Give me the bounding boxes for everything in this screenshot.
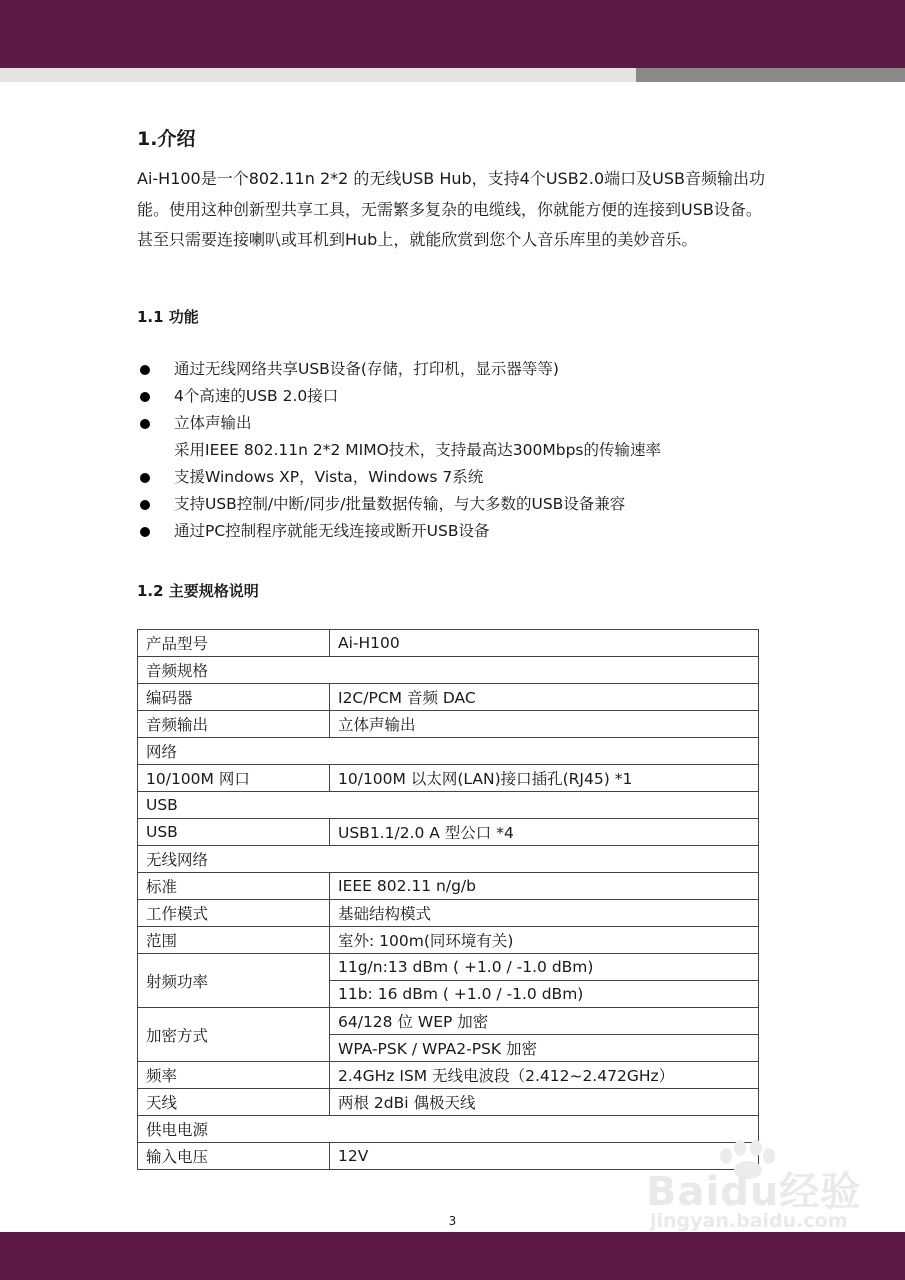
table-row bbox=[138, 711, 759, 738]
spec-value: 2.4GHz ISM 无线电波段（2.412~2.472GHz） bbox=[330, 1062, 759, 1089]
table-row bbox=[138, 1008, 759, 1035]
spec-label: 射频功率 bbox=[138, 954, 330, 1008]
spec-label: 工作模式 bbox=[138, 900, 330, 927]
spec-heading: 1.2 主要规格说明 bbox=[137, 582, 259, 600]
page-number: 3 bbox=[448, 1214, 457, 1228]
spec-section: 音频规格 bbox=[138, 657, 759, 684]
spec-label: 产品型号 bbox=[138, 630, 330, 657]
spec-label: 频率 bbox=[138, 1062, 330, 1089]
spec-value: 两根 2dBi 偶极天线 bbox=[330, 1089, 759, 1116]
watermark-logo: Baidu经验 bbox=[646, 1169, 862, 1215]
spec-label: USB bbox=[138, 819, 330, 846]
list-item: 通过PC控制程序就能无线连接或断开USB设备 bbox=[137, 518, 777, 545]
header-band bbox=[0, 0, 905, 68]
spec-section: 供电电源 bbox=[138, 1116, 759, 1143]
spec-value: I2C/PCM 音频 DAC bbox=[330, 684, 759, 711]
list-item: 支持USB控制/中断/同步/批量数据传输，与大多数的USB设备兼容 bbox=[137, 491, 777, 518]
table-row bbox=[138, 1062, 759, 1089]
spec-label: 天线 bbox=[138, 1089, 330, 1116]
list-item: 采用IEEE 802.11n 2*2 MIMO技术，支持最高达300Mbps的传输速率 bbox=[174, 441, 661, 459]
spec-value: 10/100M 以太网(LAN)接口插孔(RJ45) *1 bbox=[330, 765, 759, 792]
section-heading-intro: 1.介绍 bbox=[137, 128, 196, 150]
spec-value: 64/128 位 WEP 加密 bbox=[330, 1008, 759, 1035]
spec-label: 加密方式 bbox=[138, 1008, 330, 1062]
table-row bbox=[138, 846, 759, 873]
spec-table bbox=[137, 629, 759, 1170]
table-row bbox=[138, 1116, 759, 1143]
table-row bbox=[138, 765, 759, 792]
spec-value: 室外: 100m(同环境有关) bbox=[330, 927, 759, 954]
spec-value: WPA-PSK / WPA2-PSK 加密 bbox=[330, 1035, 759, 1062]
list-item: 通过无线网络共享USB设备(存储，打印机，显示器等等) bbox=[137, 356, 777, 383]
spec-section: 无线网络 bbox=[138, 846, 759, 873]
intro-paragraph: Ai-H100是一个802.11n 2*2 的无线USB Hub，支持4个USB2.0端口及USB音频输出功能。使用这种创新型共享工具，无需繁多复杂的电缆线，你就能方便的连接到USB设备。甚至只需要连接喇叭或耳机到Hub上，就能欣赏到您个人音乐库里的美妙音乐。 bbox=[137, 169, 765, 249]
table-row bbox=[138, 630, 759, 657]
table-row bbox=[138, 927, 759, 954]
list-item: 支援Windows XP，Vista，Windows 7系统 bbox=[137, 464, 777, 491]
spec-value: IEEE 802.11 n/g/b bbox=[330, 873, 759, 900]
spec-label: 音频输出 bbox=[138, 711, 330, 738]
table-row bbox=[138, 819, 759, 846]
list-item: 立体声输出 bbox=[137, 410, 777, 437]
features-list bbox=[137, 356, 777, 545]
spec-section: USB bbox=[138, 792, 759, 819]
table-row bbox=[138, 738, 759, 765]
spec-value: 12V bbox=[330, 1143, 759, 1170]
table-row bbox=[138, 684, 759, 711]
footer-band bbox=[0, 1232, 905, 1280]
spec-value: Ai-H100 bbox=[330, 630, 759, 657]
spec-label: 10/100M 网口 bbox=[138, 765, 330, 792]
features-heading: 1.1 功能 bbox=[137, 308, 199, 326]
watermark-url: jingyan.baidu.com bbox=[650, 1210, 848, 1232]
spec-value: 基础结构模式 bbox=[330, 900, 759, 927]
spec-section: 网络 bbox=[138, 738, 759, 765]
table-row bbox=[138, 657, 759, 684]
spec-label: 编码器 bbox=[138, 684, 330, 711]
list-item: 4个高速的USB 2.0接口 bbox=[137, 383, 777, 410]
spec-label: 范围 bbox=[138, 927, 330, 954]
spec-label: 输入电压 bbox=[138, 1143, 330, 1170]
header-rule-dark bbox=[636, 68, 905, 82]
table-row bbox=[138, 792, 759, 819]
spec-value: 11b: 16 dBm ( +1.0 / -1.0 dBm) bbox=[330, 981, 759, 1008]
spec-value: USB1.1/2.0 A 型公口 *4 bbox=[330, 819, 759, 846]
header-rule-light bbox=[0, 68, 636, 82]
table-row bbox=[138, 900, 759, 927]
spec-label: 标准 bbox=[138, 873, 330, 900]
spec-value: 立体声输出 bbox=[330, 711, 759, 738]
table-row bbox=[138, 1089, 759, 1116]
spec-value: 11g/n:13 dBm ( +1.0 / -1.0 dBm) bbox=[330, 954, 759, 981]
table-row bbox=[138, 954, 759, 981]
table-row bbox=[138, 873, 759, 900]
